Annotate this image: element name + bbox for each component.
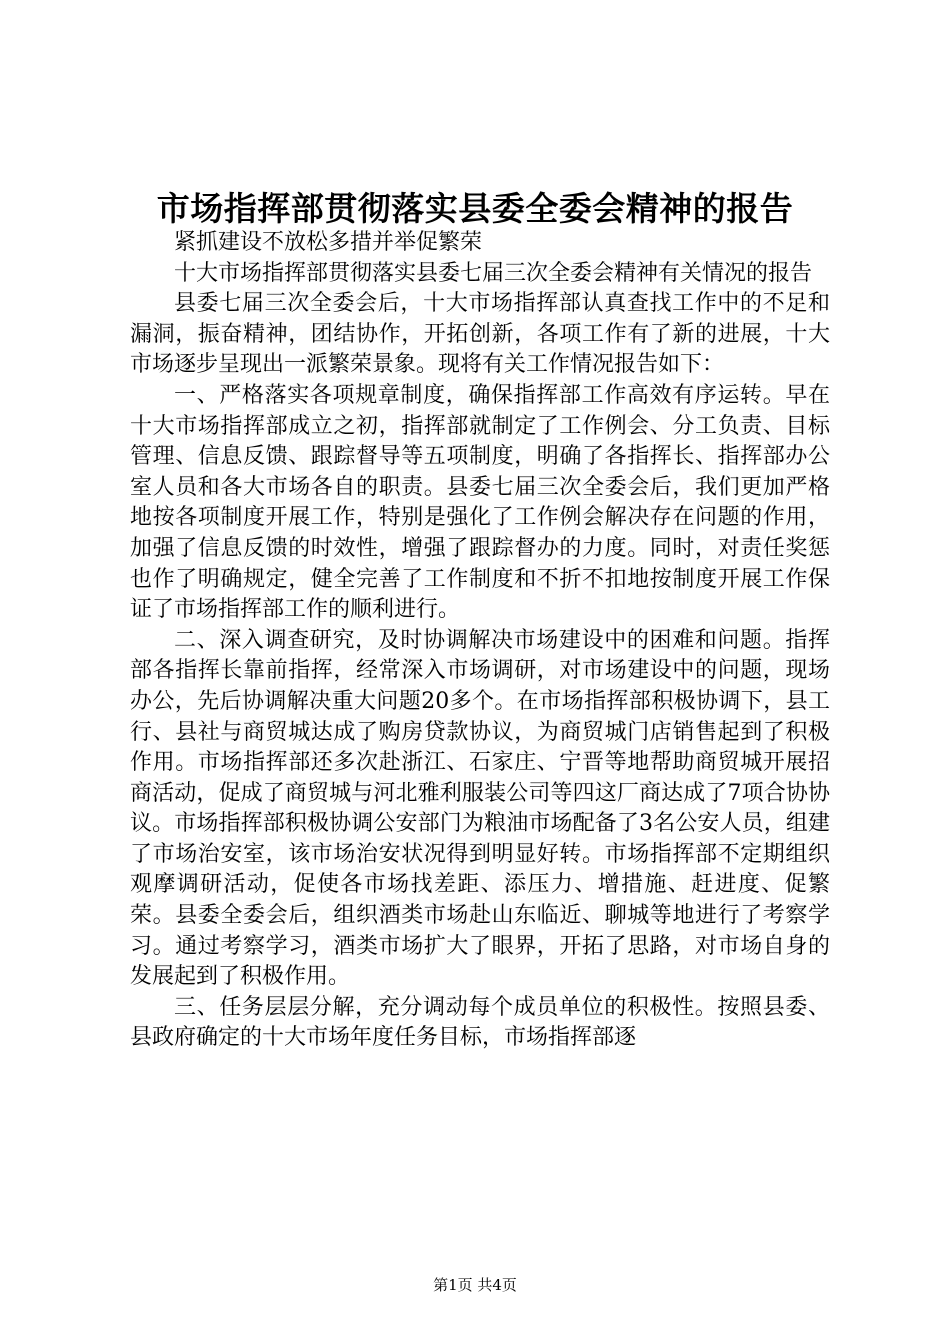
section-one-paragraph: 一、严格落实各项规章制度，确保指挥部工作高效有序运转。早在十大市场指挥部成立之初，指挥部就制定了工作例会、分工负责、目标管理、信息反馈、跟踪督导等五项制度，明确了各指挥长、指挥部办公室人员和各大市场各自的职责。县委七届三次全委会后，我们更加严格地按各项制度开展工作，特别是强化了工作例会解决存在问题的作用，加强了信息反馈的时效性，增强了跟踪督办的力度。同时，对责任奖惩也作了明确规定，健全完善了工作制度和不折不扣地按制度开展工作保证了市场指挥部工作的顺利进行。 <box>130 382 830 623</box>
section-two-paragraph: 二、深入调查研究，及时协调解决市场建设中的困难和问题。指挥部各指挥长靠前指挥，经常深入市场调研，对市场建设中的问题，现场办公，先后协调解决重大问题20多个。在市场指挥部积极协调下，县工行、县社与商贸城达成了购房贷款协议，为商贸城门店销售起到了积极作用。市场指挥部还多次赴浙江、石家庄、宁晋等地帮助商贸城开展招商活动，促成了商贸城与河北雅利服装公司等四这厂商达成了7项合协协议。市场指挥部积极协调公安部门为粮油市场配备了3名公安人员，组建了市场治安室，该市场治安状况得到明显好转。市场指挥部不定期组织观摩调研活动，促使各市场找差距、添压力、增措施、赶进度、促繁荣。县委全委会后，组织酒类市场赴山东临近、聊城等地进行了考察学习。通过考察学习，酒类市场扩大了眼界，开拓了思路，对市场自身的发展起到了积极作用。 <box>130 627 830 990</box>
document-body <box>130 228 830 1054</box>
document-title: 市场指挥部贯彻落实县委全委会精神的报告 <box>156 189 794 228</box>
subtitle-paragraph: 紧抓建设不放松多措并举促繁荣 <box>174 230 483 255</box>
page-footer: 第1页 共4页 <box>433 1276 517 1294</box>
section-three-paragraph: 三、任务层层分解，充分调动每个成员单位的积极性。按照县委、县政府确定的十大市场年度任务目标，市场指挥部逐 <box>130 994 830 1051</box>
intro-paragraph: 县委七届三次全委会后，十大市场指挥部认真查找工作中的不足和漏洞，振奋精神，团结协作，开拓创新，各项工作有了新的进展，十大市场逐步呈现出一派繁荣景象。现将有关工作情况报告如下： <box>130 291 830 378</box>
report-heading-paragraph: 十大市场指挥部贯彻落实县委七届三次全委会精神有关情况的报告 <box>174 260 813 286</box>
